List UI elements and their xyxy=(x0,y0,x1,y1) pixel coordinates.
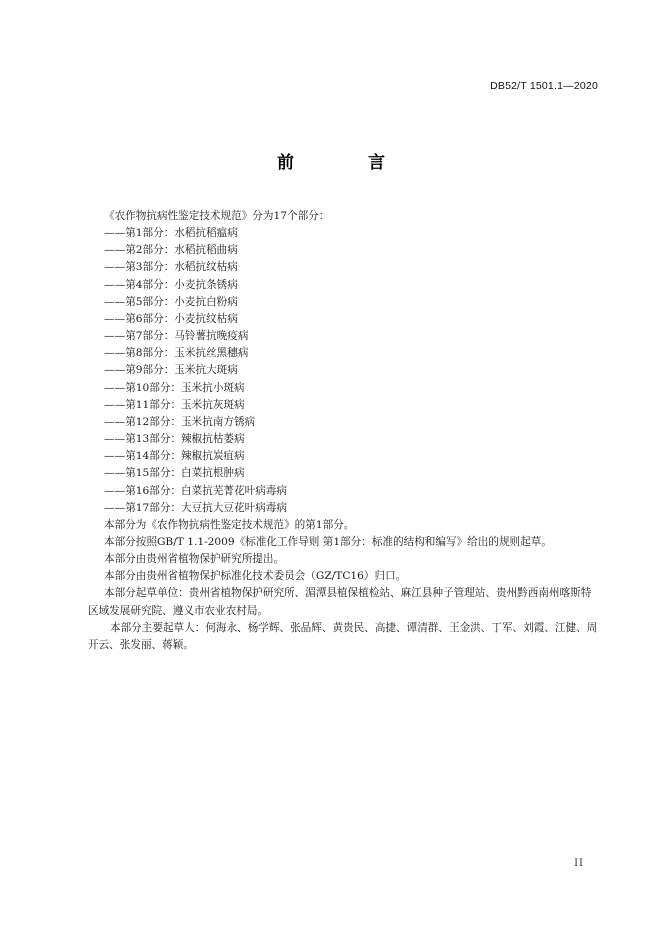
part-item: ——第3部分：水稻抗纹枯病 xyxy=(104,261,238,274)
part-item: ——第6部分：小麦抗纹枯病 xyxy=(104,312,238,325)
paragraph-proposer: 本部分由贵州省植物保护研究所提出。 xyxy=(104,553,285,566)
part-item: ——第13部分：辣椒抗枯萎病 xyxy=(104,433,245,446)
part-item: ——第10部分：玉米抗小斑病 xyxy=(104,381,245,394)
paragraph-part-statement: 本部分为《农作物抗病性鉴定技术规范》的第1部分。 xyxy=(104,518,355,531)
part-item: ——第16部分：白菜抗芜菁花叶病毒病 xyxy=(104,484,287,497)
part-item: ——第7部分：马铃薯抗晚疫病 xyxy=(104,330,249,343)
part-item: ——第11部分：玉米抗灰斑病 xyxy=(104,398,245,411)
part-item: ——第12部分：玉米抗南方锈病 xyxy=(104,415,256,428)
part-item: ——第8部分：玉米抗丝黑穗病 xyxy=(104,347,249,360)
paragraph-drafting-rules: 本部分按照GB/T 1.1-2009《标准化工作导则 第1部分：标准的结构和编写》给出的规则起草。 xyxy=(104,535,552,548)
part-item: ——第5部分：小麦抗白粉病 xyxy=(104,295,238,308)
standard-code: DB52/T 1501.1—2020 xyxy=(490,80,598,92)
paragraph-drafters: 本部分主要起草人：何海永、杨学辉、张品辉、黄贵民、高捷、谭清群、王金洪、丁军、刘霞、江健、周开云、张发丽、蒋颖。 xyxy=(88,621,598,651)
paragraph-committee: 本部分由贵州省植物保护标准化技术委员会（GZ/TC16）归口。 xyxy=(104,570,407,583)
intro-line: 《农作物抗病性鉴定技术规范》分为17个部分： xyxy=(104,210,330,222)
page-title: 前 言 xyxy=(277,153,419,173)
part-item: ——第15部分：白菜抗根肿病 xyxy=(104,467,245,480)
part-item: ——第17部分：大豆抗大豆花叶病毒病 xyxy=(104,501,287,514)
part-item: ——第4部分：小麦抗条锈病 xyxy=(104,278,238,291)
part-item: ——第9部分：玉米抗大斑病 xyxy=(104,364,238,377)
part-item: ——第1部分：水稻抗稻瘟病 xyxy=(104,227,238,240)
foreword-body xyxy=(88,208,600,654)
page-number: II xyxy=(574,858,584,869)
paragraph-drafting-units: 本部分起草单位：贵州省植物保护研究所、湄潭县植保植检站、麻江县种子管理站、贵州黔西南州喀斯特区域发展研究院、遵义市农业农村局。 xyxy=(88,587,592,617)
part-item: ——第2部分：水稻抗稻曲病 xyxy=(104,244,238,257)
part-item: ——第14部分：辣椒抗炭疽病 xyxy=(104,450,245,463)
